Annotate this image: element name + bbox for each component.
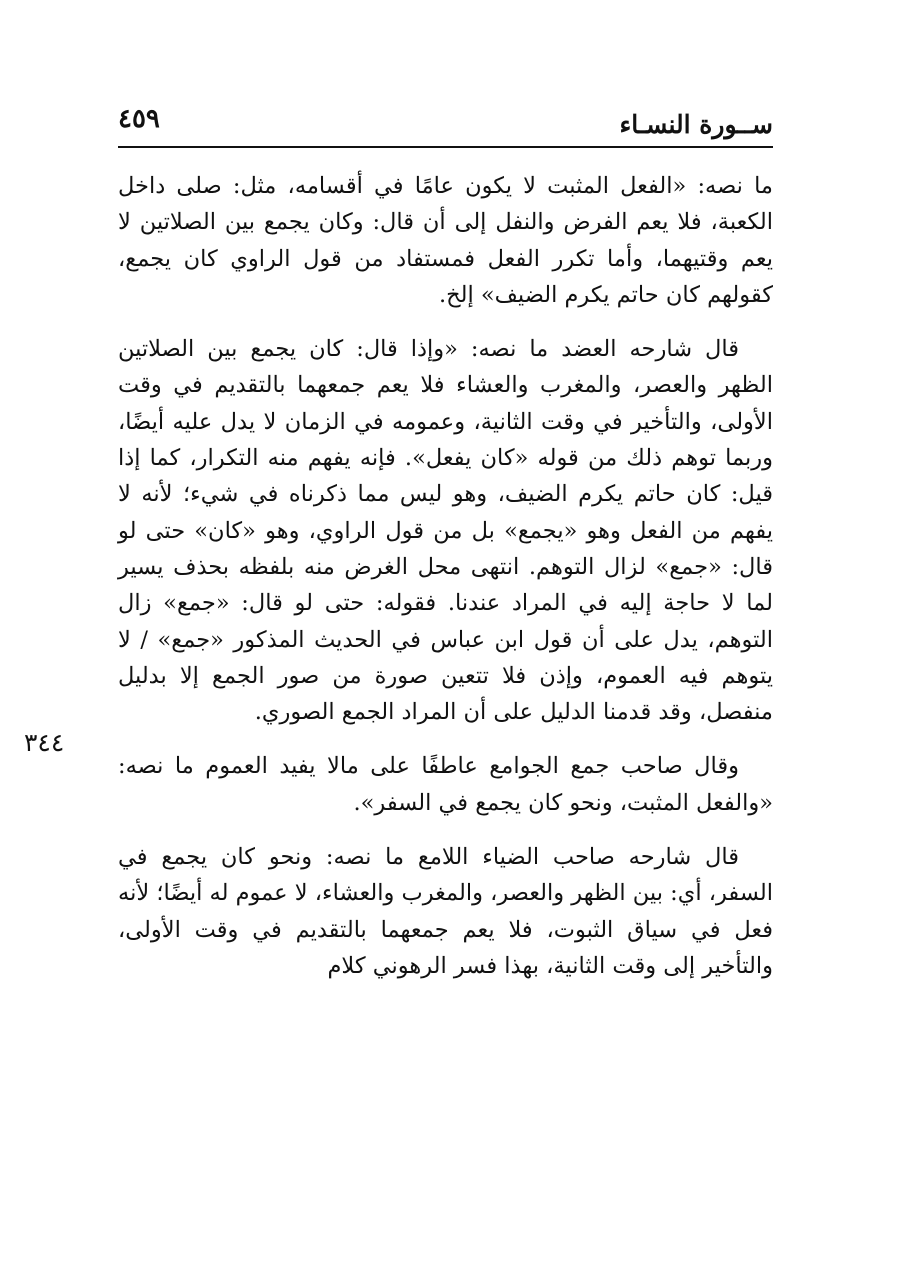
paragraph-jam-al-jawami: وقال صاحب جمع الجوامع عاطفًا على مالا يفيد العموم ما نصه: «والفعل المثبت، ونحو كان يجمع في السفر». xyxy=(118,753,773,816)
header-divider xyxy=(118,146,773,148)
paragraph-adud-commentary: قال شارحه العضد ما نصه: «وإذا قال: كان يجمع بين الصلاتين الظهر والعصر، والمغرب والعشاء فلا يعم جمعهما بالتقديم في وقت الأولى، والتأخير في وقت الثانية، وعمومه في الزمان لا يدل عليه أيضًا، وربما توهم ذلك من قوله «كان يفعل». فإنه يفهم منه التكرار، كما إذا قيل: كان حاتم يكرم الضيف، وهو ليس مما ذكرناه في شيء؛ لأنه لا يفهم من الفعل وهو «يجمع» بل من قول الراوي، وهو «كان» حتى لو قال: «جمع» لزال التوهم. انتهى محل الغرض منه بلفظه بحذف يسير لما لا حاجة إليه في المراد عندنا. فقوله: حتى لو قال: «جمع» زال التوهم، يدل على أن قول ابن عباس في الحديث المذكور «جمع» / لا يتوهم فيه العموم، وإذن فلا تتعين صورة من صور الجمع إلا بدليل منفصل، وقد قدمنا الدليل على أن المراد الجمع الصوري. xyxy=(118,336,773,726)
surah-title: ســورة النسـاء xyxy=(619,110,773,139)
margin-page-reference: ٣٤٤ xyxy=(24,728,65,757)
paragraph-continuation: ما نصه: «الفعل المثبت لا يكون عامًا في أقسامه، مثل: صلى داخل الكعبة، فلا يعم الفرض والنفل إلى أن قال: وكان يجمع بين الصلاتين لا يعم وقتيهما، وأما تكرر الفعل فمستفاد من قول الراوي كان يجمع، كقولهم كان حاتم يكرم الضيف» إلخ. xyxy=(118,173,773,308)
running-header xyxy=(118,100,773,144)
main-text-body xyxy=(118,168,773,1002)
page-number: ٤٥٩ xyxy=(118,104,160,134)
paragraph-diya-al-lami: قال شارحه صاحب الضياء اللامع ما نصه: ونحو كان يجمع في السفر، أي: بين الظهر والعصر، والمغرب والعشاء، لا عموم له أيضًا؛ لأنه فعل في سياق الثبوت، فلا يعم جمعهما بالتقديم في وقت الأولى، والتأخير إلى وقت الثانية، بهذا فسر الرهوني كلام xyxy=(118,844,773,979)
